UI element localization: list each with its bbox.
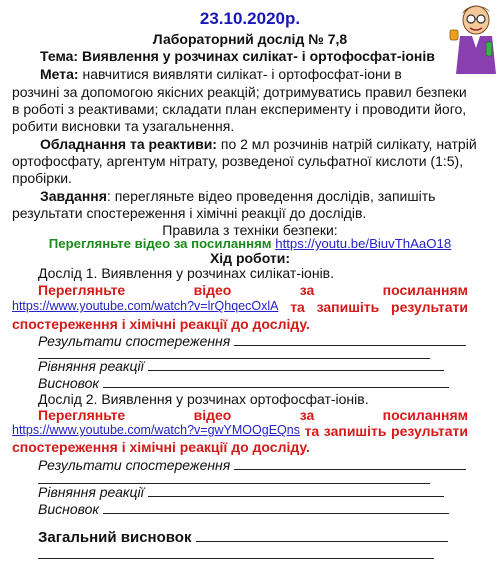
exp2-word-2: відео — [193, 407, 232, 423]
safety-video-line — [0, 236, 500, 251]
exp1-title: Дослід 1. Виявлення у розчинах силікат-іонів. — [38, 265, 335, 281]
exp1-conclusion-blank[interactable] — [103, 376, 449, 388]
exp1-conclusion-label: Висновок — [38, 375, 100, 391]
exp1-instruction-line-2 — [12, 299, 468, 315]
exp1-equations-label: Рівняння реакції — [38, 358, 144, 374]
goal-text-1: навчитися виявляти силікат- і ортофосфат-іони в — [82, 66, 402, 82]
exp1-word-3: за — [299, 282, 315, 298]
exp1-word-2: відео — [193, 282, 232, 298]
exp1-equations-row — [38, 358, 444, 374]
task-text-1: : перегляньте відео проведення дослідів, запишіть — [106, 188, 436, 204]
task-label: Завдання — [40, 188, 107, 204]
exp1-word-1: Перегляньте — [38, 282, 126, 298]
exp2-results-label: Результати спостереження — [38, 457, 231, 473]
exp2-results-blank-2[interactable] — [38, 472, 430, 484]
safety-video-text: Перегляньте відео за посиланням — [48, 236, 272, 251]
exp1-after-1: та — [290, 299, 305, 315]
exp2-equations-row — [38, 484, 444, 500]
general-conclusion-label: Загальний висновок — [38, 529, 192, 546]
exp2-word-4: посиланням — [382, 407, 468, 423]
equipment-text-2: ортофосфату, аргентум нітрату, розведеної сульфатної кислоти (1:5), — [12, 153, 464, 169]
goal-text-4: робити висновки та узагальнення. — [12, 118, 235, 134]
exp2-word-3: за — [299, 407, 315, 423]
goal-text-2: розчині за допомогою якісних реакцій; дотримуватись правил безпеки — [12, 84, 467, 100]
exp2-equations-blank[interactable] — [148, 485, 444, 497]
procedure-title: Хід роботи: — [209, 250, 291, 266]
safety-title: Правила з техніки безпеки: — [162, 222, 338, 238]
equipment-text-1: по 2 мл розчинів натрій силікату, натрій — [220, 136, 477, 152]
general-conclusion-row — [38, 529, 448, 546]
date-heading: 23.10.2020р. — [199, 9, 301, 28]
exp2-instruction-line-1 — [38, 407, 468, 423]
exp2-conclusion-row — [38, 501, 449, 517]
exp2-video-link[interactable]: https://www.youtube.com/watch?v=gwYMOOgEQns — [12, 423, 300, 437]
exp2-instruction-line-2 — [12, 423, 468, 439]
exp2-word-1: Перегляньте — [38, 407, 126, 423]
theme-line — [40, 48, 435, 64]
exp1-after-3: результати — [391, 299, 468, 315]
theme-label: Тема: — [40, 48, 79, 64]
exp2-after-3: результати — [391, 423, 468, 439]
exp2-title: Дослід 2. Виявлення у розчинах ортофосфат-іонів. — [38, 391, 369, 407]
exp1-results-blank[interactable] — [234, 334, 466, 346]
exp2-equations-label: Рівняння реакції — [38, 484, 144, 500]
goal-line-1 — [40, 66, 402, 82]
task-text-2: результати спостереження і хімічні реакції до дослідів. — [12, 205, 367, 221]
exp2-after-2: запишіть — [323, 423, 387, 439]
general-conclusion-blank-2[interactable] — [38, 547, 434, 559]
theme-text: Виявлення у розчинах силікат- і ортофосфат-іонів — [81, 48, 435, 64]
goal-text-3: в роботі з реактивами; складати план експерименту і проводити його, — [12, 101, 467, 117]
exp1-equations-blank[interactable] — [148, 359, 444, 371]
general-conclusion-blank-2-row — [38, 546, 434, 564]
general-conclusion-blank[interactable] — [196, 530, 448, 542]
exp2-conclusion-blank[interactable] — [103, 502, 449, 514]
exp1-word-4: посиланням — [382, 282, 468, 298]
task-line-1 — [40, 188, 435, 204]
goal-label: Мета: — [40, 66, 79, 82]
equipment-line-1 — [40, 136, 477, 152]
safety-video-link[interactable]: https://youtu.be/BiuvThAaO18 — [275, 236, 452, 251]
exp2-conclusion-label: Висновок — [38, 501, 100, 517]
exp1-instruction-line-3: спостереження і хімічні реакції до досліду. — [12, 316, 310, 332]
exp2-results-blank[interactable] — [234, 458, 466, 470]
exp2-after-1: та — [304, 423, 320, 439]
equipment-label: Обладнання та реактиви: — [40, 136, 217, 152]
exp1-video-link[interactable]: https://www.youtube.com/watch?v=lrQhqecOxlA — [12, 299, 279, 313]
exp1-conclusion-row — [38, 375, 449, 391]
lab-title: Лабораторний дослід № 7,8 — [152, 31, 348, 47]
exp1-results-label: Результати спостереження — [38, 333, 231, 349]
exp1-after-2: запишіть — [316, 299, 380, 315]
exp1-instruction-line-1 — [38, 282, 468, 298]
exp2-instruction-line-3: спостереження і хімічні реакції до досліду. — [12, 439, 310, 455]
equipment-text-3: пробірки. — [12, 170, 72, 186]
